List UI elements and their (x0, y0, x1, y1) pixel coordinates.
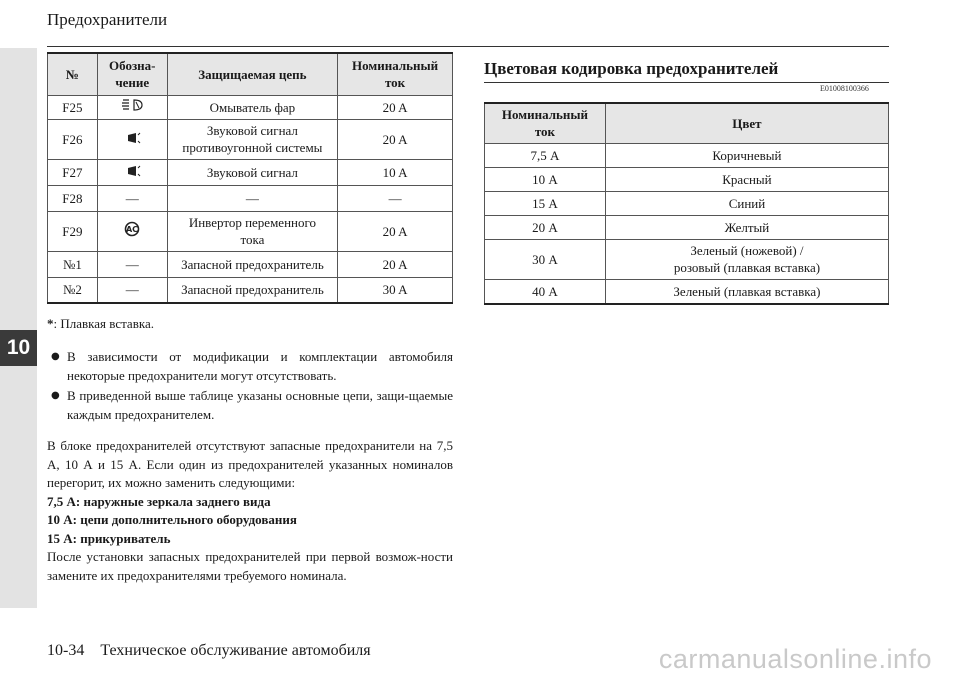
table-row (48, 277, 453, 303)
header-rule (47, 46, 889, 47)
footnote-text: : Плавкая вставка. (53, 316, 154, 331)
table-row (485, 215, 889, 239)
fuse-no: F27 (48, 159, 98, 185)
fuse-no: F25 (48, 95, 98, 119)
color-rating: 20 А (485, 215, 606, 239)
color-name: Синий (605, 191, 888, 215)
fuse-circuit: Звуковой сигнал (167, 159, 337, 185)
fuse-circuit: Запасной предохранитель (167, 277, 337, 303)
page-footer: 10-34 Техническое обслуживание автомобиля (47, 642, 371, 659)
color-name: Красный (605, 167, 888, 191)
fuse-circuit: Звуковой сигнал противоугонной системы (167, 119, 337, 159)
col-header-color: Цвет (605, 103, 888, 143)
chapter-tab: 10 (0, 330, 37, 366)
footnote (47, 316, 154, 332)
spare-item: 10 А: цепи дополнительного оборудования (47, 512, 297, 527)
side-strip (0, 48, 37, 608)
col-header-no: № (48, 53, 98, 95)
reference-code: E01008100366 (820, 84, 869, 93)
running-head: Предохранители (47, 10, 168, 29)
horn-icon (97, 119, 167, 159)
table-row (485, 167, 889, 191)
fuse-no: F28 (48, 185, 98, 211)
list-item: ● В зависимости от модификации и комплектации автомобиля некоторые предохранители могут отсутствовать. (55, 347, 453, 385)
color-rating: 7,5 А (485, 143, 606, 167)
fuse-no: №2 (48, 277, 98, 303)
paragraph-intro: В блоке предохранителей отсутствуют запасные предохранители на 7,5 А, 10 А и 15 А. Если один из предохранителей указанных номиналов перегорит, их можно заменить следующими: (47, 438, 453, 490)
table-row (48, 185, 453, 211)
fuse-rating: — (338, 185, 453, 211)
fuse-circuit: Инвертор переменного тока (167, 211, 337, 251)
spare-item: 15 А: прикуриватель (47, 530, 171, 546)
fuse-no: F29 (48, 211, 98, 251)
table-row (485, 143, 889, 167)
table-row (485, 239, 889, 279)
svg-text:AC: AC (126, 225, 139, 234)
horn-icon (97, 159, 167, 185)
color-name: Желтый (605, 215, 888, 239)
fuse-symbol: — (97, 251, 167, 277)
bullet-list (55, 347, 453, 425)
table-row (48, 251, 453, 277)
table-row (485, 279, 889, 304)
fuse-symbol: — (97, 277, 167, 303)
fuse-rating: 20 A (338, 119, 453, 159)
color-name: Коричневый (605, 143, 888, 167)
inverter-ac-icon (97, 211, 167, 251)
table-row (485, 191, 889, 215)
col-header-symbol: Обозна- чение (97, 53, 167, 95)
fuse-rating: 10 A (338, 159, 453, 185)
color-name: Зеленый (ножевой) / розовый (плавкая вставка) (605, 239, 888, 279)
fuse-rating: 20 A (338, 211, 453, 251)
list-item: ● В приведенной выше таблице указаны основные цепи, защи-щаемые каждым предохранителем. (55, 386, 453, 424)
fuse-rating: 30 A (338, 277, 453, 303)
spare-fuse-paragraph (47, 437, 453, 585)
fuse-rating: 20 A (338, 95, 453, 119)
color-rating: 40 А (485, 279, 606, 304)
footnote-asterisk: * (47, 316, 54, 331)
color-rating: 10 А (485, 167, 606, 191)
fuse-circuit: — (167, 185, 337, 211)
section-title: Цветовая кодировка предохранителей (484, 59, 779, 78)
color-table-header (485, 103, 889, 143)
paragraph-outro: После установки запасных предохранителей при первой возмож-ности замените их предохранителями требуемого номинала. (47, 549, 453, 583)
color-rating: 15 А (485, 191, 606, 215)
fuse-circuit: Омыватель фар (167, 95, 337, 119)
table-row (48, 211, 453, 251)
color-table (484, 102, 889, 305)
table-row (48, 95, 453, 119)
fuse-no: №1 (48, 251, 98, 277)
fuse-rating: 20 A (338, 251, 453, 277)
headlamp-washer-icon (97, 95, 167, 119)
color-name: Зеленый (плавкая вставка) (605, 279, 888, 304)
table-row (48, 159, 453, 185)
table-row (48, 119, 453, 159)
col-header-circuit: Защищаемая цепь (167, 53, 337, 95)
fuse-table (47, 52, 453, 304)
col-header-rating: Номинальный ток (485, 103, 606, 143)
fuse-no: F26 (48, 119, 98, 159)
color-rating: 30 А (485, 239, 606, 279)
fuse-symbol: — (97, 185, 167, 211)
fuse-table-header (48, 53, 453, 95)
spare-item: 7,5 А: наружные зеркала заднего вида (47, 493, 271, 509)
col-header-rating: Номинальный ток (338, 53, 453, 95)
watermark: carmanualsonline.info (658, 644, 932, 674)
section-rule (484, 82, 889, 83)
fuse-circuit: Запасной предохранитель (167, 251, 337, 277)
